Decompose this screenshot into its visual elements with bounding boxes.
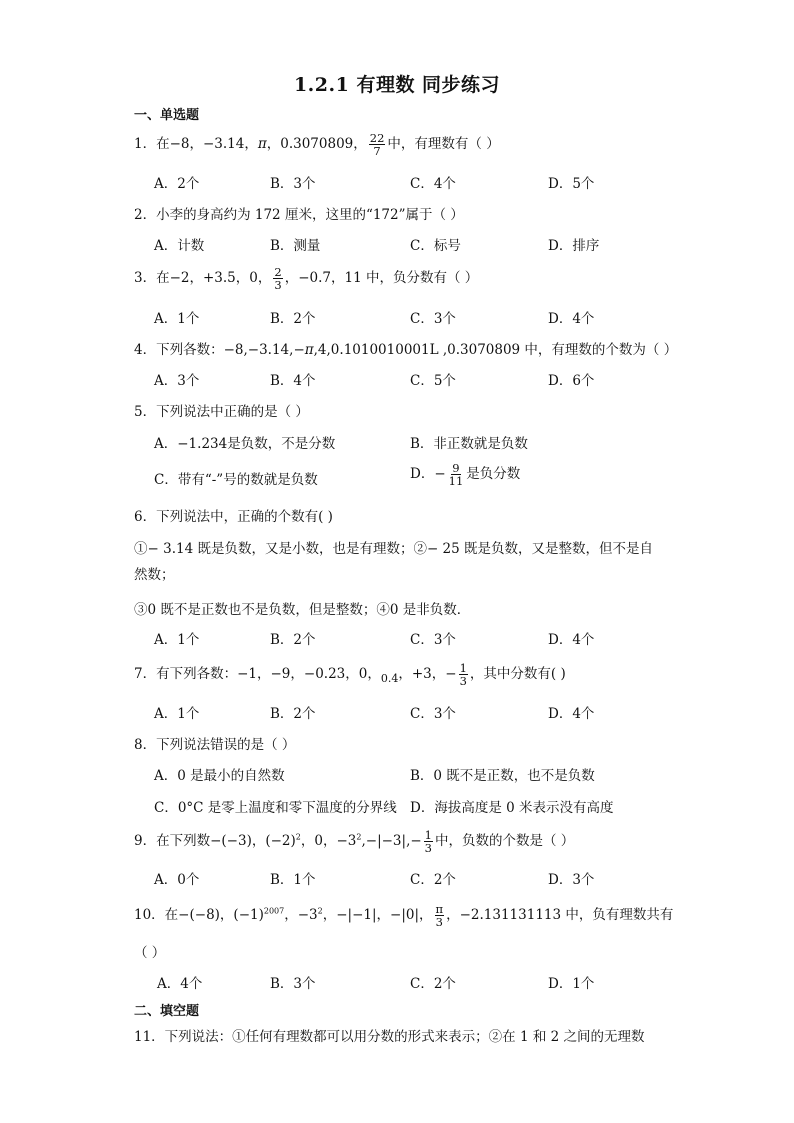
repeating-decimal: 0.4 [380,672,399,686]
option-d[interactable]: D．− $\frac{9}{11}$ 是负分数 [410,461,521,489]
option-d[interactable]: D．3个 [548,872,595,888]
question-10: 10．在−(−8)，$(-1)^{2007}$，$-3^2$，−|−1|，−|0|， $\frac{\pi}{3}$ ，−2.131131113 中，负有理数共有 [134,902,674,930]
page-title: 1.2.1 有理数 同步练习 [293,74,501,96]
option-d[interactable]: D．5个 [548,176,595,192]
question-9: 9．在下列数−(−3)，$(-2)^2$，0，$-3^2,-|-3|,-$ $\frac{1}{3}$ 中，负数的个数是（ ） [134,828,575,856]
question-11: 11．下列说法：①任何有理数都可以用分数的形式来表示；②在 1 和 2 之间的无理数 [134,1029,645,1045]
option-a[interactable]: A．0 是最小的自然数 [154,768,285,784]
option-d[interactable]: D．排序 [548,238,600,254]
option-a[interactable]: A．−1.234是负数，不是分数 [154,436,336,452]
option-c[interactable]: C．0°C 是零上温度和零下温度的分界线 [154,800,397,816]
section-heading-fill-blank: 二、填空题 [134,1004,200,1019]
question-3: 3．在−2，+3.5，0， $\frac{2}{3}$ ，−0.7，11 中，负分数有（ ） [134,265,479,293]
question-1: 1．在−8，−3.14，π，0.3070809， $\frac{22}{7}$ 中，有理数有（ ） [134,131,500,159]
question-2: 2．小李的身高约为 172 厘米，这里的“172”属于（ ） [134,207,464,223]
option-a[interactable]: A．3个 [154,373,200,389]
question-5: 5．下列说法中正确的是（ ） [134,404,309,420]
option-c[interactable]: C．3个 [410,311,456,327]
option-d[interactable]: D．4个 [548,706,595,722]
option-c[interactable]: C．2个 [410,976,456,992]
option-b[interactable]: B．1个 [270,872,316,888]
question-6: 6．下列说法中，正确的个数有( ) [134,509,333,525]
option-a[interactable]: A．2个 [154,176,200,192]
option-b[interactable]: B．测量 [270,238,321,254]
option-b[interactable]: B．3个 [270,976,316,992]
fraction: $\frac{9}{11}$ [448,461,464,489]
option-c[interactable]: C．3个 [410,706,456,722]
option-d[interactable]: D．1个 [548,976,595,992]
option-c[interactable]: C．4个 [410,176,456,192]
option-b[interactable]: B．4个 [270,373,316,389]
fraction: $\frac{\pi}{3}$ [435,902,444,930]
option-c[interactable]: C．3个 [410,632,456,648]
option-b[interactable]: B．2个 [270,311,316,327]
option-b[interactable]: B．3个 [270,176,316,192]
option-b[interactable]: B．0 既不是正数，也不是负数 [410,768,595,784]
option-c[interactable]: C．2个 [410,872,456,888]
fraction: $\frac{22}{7}$ [369,131,385,159]
option-b[interactable]: B．2个 [270,632,316,648]
option-a[interactable]: A．1个 [154,632,200,648]
option-b[interactable]: B．2个 [270,706,316,722]
option-c[interactable]: C．5个 [410,373,456,389]
option-a[interactable]: A．0个 [154,872,200,888]
option-d[interactable]: D．4个 [548,311,595,327]
fraction: $\frac{1}{3}$ [424,828,432,856]
option-a[interactable]: A．1个 [154,706,200,722]
section-heading-single-choice: 一、单选题 [134,108,200,123]
option-a[interactable]: A．计数 [154,238,205,254]
question-7: 7．有下列各数：−1，−9，−0.23，0，$_{0.4}$，+3，− $\frac{1}{3}$ ，其中分数有( ) [134,661,566,689]
option-c[interactable]: C．标号 [410,238,461,254]
fraction: $\frac{1}{3}$ [459,661,467,689]
question-10-bracket: （ ） [134,945,166,961]
question-4: 4．下列各数：−8,−3.14,−π,4,0.1010010001L ,0.3070809 中，有理数的个数为（ ） [134,342,678,358]
option-d[interactable]: D．4个 [548,632,595,648]
question-8: 8．下列说法错误的是（ ） [134,737,296,753]
question-6-statements: ①− 3.14 既是负数，又是小数，也是有理数；②− 25 既是负数，又是整数，但不是自然数； [134,541,654,583]
option-b[interactable]: B．非正数就是负数 [410,436,528,452]
fraction: $\frac{2}{3}$ [274,265,282,293]
option-c[interactable]: C．带有“-”号的数就是负数 [154,472,318,488]
question-6-statements-cont: ③0 既不是正数也不是负数，但是整数；④0 是非负数． [134,602,471,618]
option-a[interactable]: A．4个 [157,976,203,992]
option-d[interactable]: D．海拔高度是 0 米表示没有高度 [410,800,614,816]
option-a[interactable]: A．1个 [154,311,200,327]
option-d[interactable]: D．6个 [548,373,595,389]
